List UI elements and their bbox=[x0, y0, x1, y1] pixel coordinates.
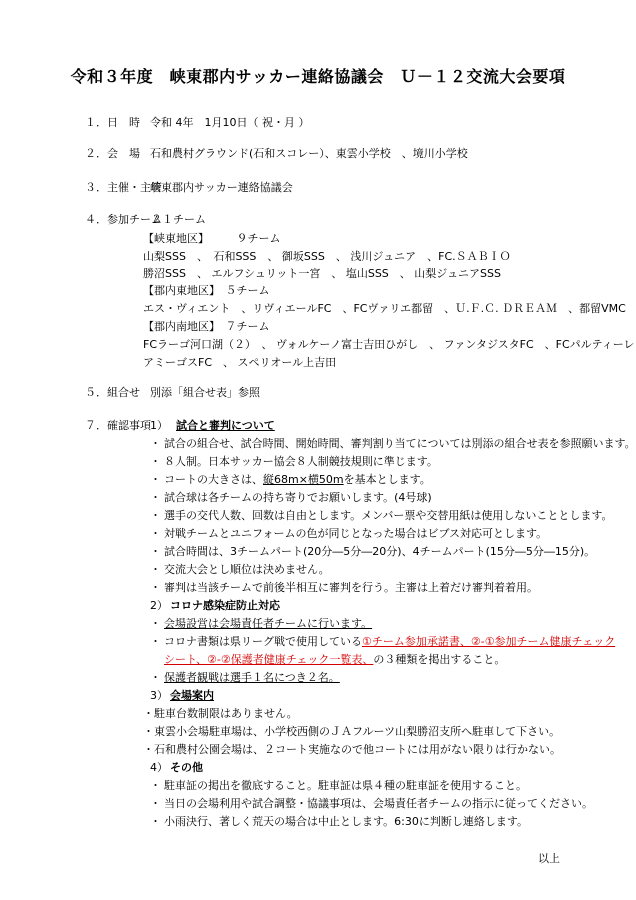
gunnai-south-teams-line-1: FCラーゴ河口湖（２） 、 ヴォルケーノ富士吉田ひがし 、 ファンタジスタFC 、FCパルティーレ bbox=[143, 338, 635, 351]
list-item: ・ 会場設営は会場責任者チームに行います。 bbox=[150, 617, 373, 630]
section-4-total: ２１チーム bbox=[151, 213, 206, 226]
section-3-value: 峡東郡内サッカー連絡協議会 bbox=[150, 181, 293, 194]
list-item: ・ 駐車証の掲出を徹底すること。駐車証は県４種の駐車証を使用すること。 bbox=[150, 779, 527, 792]
list-item: ・ 小雨決行、著しく荒天の場合は中止とします。6:30に判断し連絡します。 bbox=[150, 815, 528, 828]
section-3-label: ３．主催・主管 bbox=[85, 181, 162, 194]
list-item: ・ コートの大きさは、縦68m×横50mを基本とします。 bbox=[150, 473, 431, 486]
gunnai-east-heading: 【郡内東地区】 ５チーム bbox=[143, 284, 270, 297]
section-5-label: ５．組合せ bbox=[85, 386, 140, 399]
closing-mark: 以上 bbox=[538, 852, 560, 865]
list-item: ・ 試合球は各チームの持ち寄りでお願いします。(4号球) bbox=[150, 491, 432, 504]
list-item: ・駐車台数制限はありません。 bbox=[143, 707, 298, 720]
sub1-number: 1） bbox=[150, 419, 168, 432]
court-size: 縦68m×横50m bbox=[263, 473, 344, 486]
section-4-label: ４．参加チーム bbox=[85, 213, 162, 226]
sub4-title: その他 bbox=[170, 761, 203, 774]
list-item: ・ 審判は当該チームで前後半相互に審判を行う。主審は上着だけ審判着着用。 bbox=[150, 581, 538, 594]
sub2-number: 2） bbox=[150, 599, 168, 612]
list-item: ・ ８人制。日本サッカー協会８人制競技規則に準じます。 bbox=[150, 455, 438, 468]
gunnai-south-teams-line-2: アミーゴスFC 、 スペリオール上吉田 bbox=[143, 356, 337, 369]
list-item: ・東雲小会場駐車場は、小学校西側のＪＡフルーツ山梨勝沼支所へ駐車して下さい。 bbox=[143, 725, 561, 738]
list-item: ・石和農村公園会場は、２コート実施なので他コートには用がない限りは行かない。 bbox=[143, 743, 561, 756]
sub2-title: コロナ感染症防止対応 bbox=[170, 599, 280, 612]
list-item: ・ 試合の組合せ、試合時間、開始時間、審判割り当てについては別添の組合せ表を参照願います。 bbox=[150, 437, 636, 450]
list-item: ・ 試合時間は、3チームパート(20分―5分―20分)、4チームパート(15分―5分―15分)。 bbox=[150, 545, 596, 558]
gunnai-south-heading: 【郡内南地区】 ７チーム bbox=[143, 320, 270, 333]
section-1-label: １．日 時 bbox=[85, 116, 140, 129]
section-5-value: 別添「組合せ表」参照 bbox=[150, 386, 260, 399]
list-item: ・ 当日の会場利用や試合調整・協議事項は、会場責任者チームの指示に従ってください。 bbox=[150, 797, 593, 810]
section-7-label: ７．確認事項 bbox=[85, 419, 151, 432]
list-item-continuation: シート、②-②保護者健康チェック一覧表、の３種類を掲出すること。 bbox=[164, 653, 506, 666]
kyoto-teams-line-2: 勝沼SSS 、 エルフシュリット一宮 、 塩山SSS 、 山梨ジュニアSSS bbox=[143, 267, 502, 280]
kyoto-teams-line-1: 山梨SSS 、 石和SSS 、 御坂SSS 、 浅川ジュニア 、FC.ＳＡＢＩＯ bbox=[143, 250, 511, 263]
list-item: ・ 保護者観戦は選手１名につき２名。 bbox=[150, 671, 340, 684]
sub3-number: 3） bbox=[150, 689, 168, 702]
red-underlined-documents: ①チーム参加承諾書、②-①参加チーム健康チェック bbox=[362, 635, 616, 648]
document-title: 令和３年度 峡東郡内サッカー連絡協議会 Ｕ－１２交流大会要項 bbox=[70, 67, 566, 86]
sub4-number: 4） bbox=[150, 761, 168, 774]
list-item: ・ 選手の交代人数、回数は自由とします。メンバー票や交替用紙は使用しないこととします。 bbox=[150, 509, 613, 522]
sub3-title: 会場案内 bbox=[170, 689, 214, 702]
sub1-title: 試合と審判について bbox=[176, 419, 275, 432]
list-item: ・ 対戦チームとユニフォームの色が同じとなった場合はビブス対応可とします。 bbox=[150, 527, 548, 540]
section-1-value: 令和 4年 1月10日（ 祝・月 ） bbox=[150, 116, 310, 129]
gunnai-east-teams: エス・ヴィエント 、リヴィエールFC 、FCヴァリエ都留 、Ｕ.Ｆ.Ｃ. ＤＲＥＡＭ 、都留VMC bbox=[143, 302, 626, 315]
kyoto-district-heading: 【峡東地区】 ９チーム bbox=[143, 232, 281, 245]
section-2-label: ２．会 場 bbox=[85, 147, 140, 160]
list-item: ・ 交流大会とし順位は決めません。 bbox=[150, 563, 330, 576]
list-item: ・ コロナ書類は県リーグ戦で使用している①チーム参加承諾書、②-①参加チーム健康チェック bbox=[150, 635, 616, 648]
section-2-value: 石和農村グラウンド(石和スコレー）、東雲小学校 、境川小学校 bbox=[150, 147, 468, 160]
